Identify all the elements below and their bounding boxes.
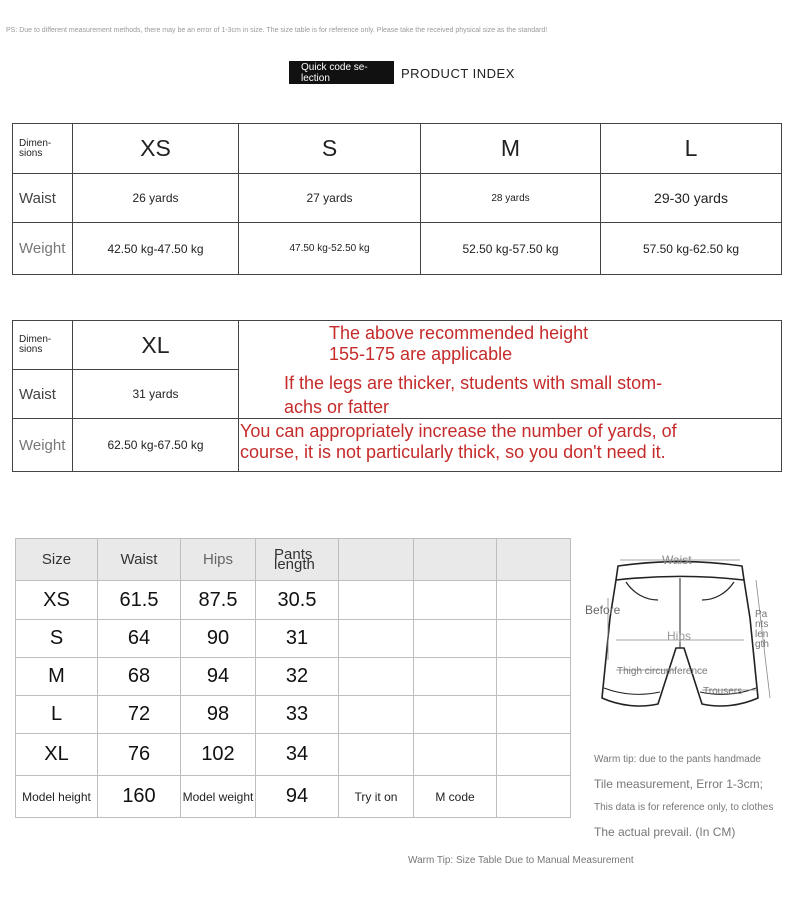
weight-value: 57.50 kg-62.50 kg [601,223,782,275]
waist-value: 29-30 yards [601,174,782,223]
empty-cell [414,658,497,696]
diagram-label-hips: Hips [667,629,692,643]
weight-value: 62.50 kg-67.50 kg [73,419,239,472]
model-weight-label: Model weight [181,776,256,818]
empty-cell [339,620,414,658]
recommendation-line: course, it is not particularly thick, so you don't need it. [240,442,666,462]
page-title: PRODUCT INDEX [401,66,515,81]
dimensions-label: Dimen- sions [13,321,73,370]
model-height-label: Model height [16,776,98,818]
table-cell: 72 [98,696,181,734]
header-pants-length: Pants length [256,539,339,581]
table-cell: 94 [181,658,256,696]
table-cell: 32 [256,658,339,696]
model-weight-value: 94 [256,776,339,818]
empty-cell [414,734,497,776]
left-pocket [626,582,658,600]
empty-cell [339,696,414,734]
weight-value: 42.50 kg-47.50 kg [73,223,239,275]
table-cell: 90 [181,620,256,658]
waist-value: 27 yards [239,174,421,223]
table-cell: 87.5 [181,581,256,620]
empty-cell [497,658,571,696]
table-cell: S [16,620,98,658]
measurement-table [15,538,571,818]
table-cell: L [16,696,98,734]
tip-line: This data is for reference only, to clothes [594,802,774,813]
empty-cell [497,776,571,818]
recommendation-line: You can appropriately increase the number of yards, of [240,421,677,441]
header-size: Size [16,539,98,581]
empty-cell [414,696,497,734]
size-table-1 [12,123,782,275]
waist-label: Waist [13,174,73,223]
table-cell: XS [16,581,98,620]
table-cell: 102 [181,734,256,776]
header-empty [497,539,571,581]
table-cell: 30.5 [256,581,339,620]
empty-cell [497,620,571,658]
ps-note: PS: Due to different measurement methods, there may be an error of 1-3cm in size. The size table is for reference only. Please take the received physical size as the standard! [6,27,548,34]
table-cell: 64 [98,620,181,658]
waist-value: 26 yards [73,174,239,223]
quick-code-tag: Quick code se- lection [289,61,394,84]
recommendation-line: If the legs are thicker, students with small stom- [284,373,663,393]
header-empty [339,539,414,581]
empty-cell [414,620,497,658]
waist-value: 28 yards [421,174,601,223]
table-cell: 34 [256,734,339,776]
empty-cell [339,658,414,696]
model-height-value: 160 [98,776,181,818]
recommendation-line: The above recommended height [329,323,589,343]
dimensions-label: Dimen- sions [13,124,73,174]
m-code-label: M code [414,776,497,818]
recommendation-line: 155-175 are applicable [329,344,513,364]
weight-label: Weight [13,419,73,472]
table-cell: 76 [98,734,181,776]
diagram-label-waist: Waist [662,553,692,567]
empty-cell [497,696,571,734]
table-cell: XL [16,734,98,776]
recommendation-line: achs or fatter [284,397,390,417]
empty-cell [497,581,571,620]
tip-bottom: Warm Tip: Size Table Due to Manual Measurement [408,855,634,866]
table-cell: 98 [181,696,256,734]
tip-line: Warm tip: due to the pants handmade [594,754,761,765]
tip-line: The actual prevail. (In CM) [594,825,736,839]
empty-cell [414,581,497,620]
diagram-label-thigh: Thigh circumference [617,666,708,677]
header-hips: Hips [181,539,256,581]
empty-cell [497,734,571,776]
header-waist: Waist [98,539,181,581]
table-cell: 31 [256,620,339,658]
table-cell: 33 [256,696,339,734]
weight-label: Weight [13,223,73,275]
diagram-label-pants-length: Pants length [755,609,769,650]
table-cell: M [16,658,98,696]
diagram-label-trousers: Trousers [703,686,743,697]
weight-value: 47.50 kg-52.50 kg [239,223,421,275]
tip-line: Tile measurement, Error 1-3cm; [594,777,763,791]
right-pocket [702,582,734,600]
header-empty [414,539,497,581]
table-cell: 61.5 [98,581,181,620]
try-it-on-label: Try it on [339,776,414,818]
size-header: XL [73,321,239,370]
empty-cell [339,734,414,776]
empty-cell [339,581,414,620]
size-header: XS [73,124,239,174]
size-header: S [239,124,421,174]
diagram-label-before: Before [585,603,621,617]
weight-value: 52.50 kg-57.50 kg [421,223,601,275]
waist-value: 31 yards [73,370,239,419]
left-hem [604,688,660,694]
table-cell: 68 [98,658,181,696]
size-header: M [421,124,601,174]
size-header: L [601,124,782,174]
waist-label: Waist [13,370,73,419]
